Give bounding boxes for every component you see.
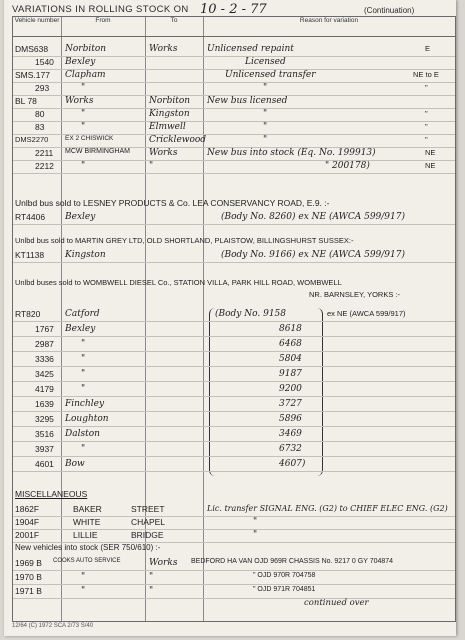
from-cell: "	[81, 384, 86, 394]
garage-note: NE to E	[413, 70, 439, 79]
table-row	[13, 571, 455, 585]
vehicle-number: 1639	[35, 399, 54, 409]
vehicle-number: 3937	[35, 444, 54, 454]
sale-heading-address: NR. BARNSLEY, YORKS :-	[309, 290, 401, 299]
vehicle-number: 80	[35, 109, 45, 119]
body-number: 9200	[279, 384, 302, 394]
body-number: 4607)	[279, 459, 306, 469]
vehicle-number: 1904F	[15, 517, 40, 527]
sale-heading: Unlbd bus sold to MARTIN GREY LTD, OLD SHORTLAND, PLAISTOW, BILLINGSHURST SUSSEX:-	[15, 236, 354, 245]
from-cell: Kingston	[65, 250, 106, 260]
table-row	[13, 413, 455, 427]
body-number: 5896	[279, 414, 302, 424]
vehicle-number: 2987	[35, 339, 54, 349]
to-cell: CHAPEL	[131, 517, 166, 527]
reason-cell: "	[263, 109, 268, 119]
to-cell: STREET	[131, 504, 165, 514]
garage-note: NE	[425, 161, 436, 170]
table-row	[13, 147, 455, 161]
reason-cell: " 200178)	[325, 161, 370, 171]
to-cell: "	[149, 572, 154, 582]
reason-cell: "	[253, 517, 258, 527]
reason-cell: "	[253, 530, 258, 540]
table-row	[13, 160, 455, 174]
sale-heading: Unlbd bus sold to LESNEY PRODUCTS & Co. LEA CONSERVANCY ROAD, E.9. :-	[15, 198, 330, 208]
to-cell: Works	[149, 558, 178, 568]
reason-cell: "	[263, 135, 268, 145]
new-stock-heading: New vehicles into stock (SER 750/610) :-	[15, 543, 161, 552]
vehicle-number: SMS.177	[15, 70, 50, 80]
vehicle-number: 1969 B	[15, 558, 42, 568]
table-row	[13, 95, 455, 109]
garage-note: "	[425, 122, 428, 131]
from-cell: "	[81, 339, 86, 349]
vehicle-number: 1540	[35, 57, 54, 67]
table-row	[13, 557, 455, 571]
reason-cell: New bus licensed	[207, 96, 288, 106]
reason-cell: "	[263, 83, 268, 93]
reason-cell: Lic. transfer SIGNAL ENG. (G2) to CHIEF ELEC ENG. (G2)	[207, 504, 448, 513]
vehicle-number: RT4406	[15, 212, 46, 222]
sheet-title: VARIATIONS IN ROLLING STOCK ON	[12, 4, 189, 15]
garage-note: "	[425, 83, 428, 92]
from-cell: Norbiton	[65, 44, 107, 54]
from-cell: Loughton	[65, 414, 109, 424]
to-cell: Works	[149, 148, 178, 158]
garage-note: "	[425, 135, 428, 144]
vehicle-number: 3425	[35, 369, 54, 379]
from-cell: "	[81, 109, 86, 119]
to-cell: "	[149, 161, 154, 171]
continued-over-note: continued over	[304, 598, 369, 608]
table-row	[13, 56, 455, 70]
body-number: 9187	[279, 369, 302, 379]
vehicle-number: KT1138	[15, 250, 45, 260]
from-cell: Catford	[65, 309, 100, 319]
to-cell: "	[149, 586, 154, 596]
table-row	[13, 121, 455, 135]
table-row	[13, 368, 455, 382]
table-row	[13, 383, 455, 397]
vehicle-number: 1862F	[15, 504, 40, 514]
table-row	[13, 529, 455, 543]
from-cell: BAKER	[73, 504, 102, 514]
ledger-grid	[12, 16, 456, 622]
from-cell: MCW BIRMINGHAM	[65, 148, 130, 155]
from-cell: COOKS AUTO SERVICE	[53, 558, 121, 564]
vehicle-number: 3516	[35, 429, 54, 439]
garage-note: "	[425, 109, 428, 118]
body-number: (Body No. 9158	[215, 309, 287, 319]
reason-cell: New bus into stock (Eq. No. 199913)	[207, 148, 376, 158]
vehicle-number: RT820	[15, 309, 41, 319]
garage-note: E	[425, 44, 431, 53]
table-row	[13, 458, 455, 472]
garage-note: NE	[425, 148, 436, 157]
from-cell: EX 2 CHISWICK	[65, 135, 114, 142]
sheet-date: 10 - 2 - 77	[200, 2, 267, 17]
table-row	[13, 503, 455, 517]
continuation-label: (Continuation)	[364, 6, 415, 15]
reason-note: ex NE (AWCA 599/917)	[327, 309, 406, 318]
vehicle-number: 1767	[35, 324, 54, 334]
from-cell: Bow	[65, 459, 85, 469]
table-row	[13, 428, 455, 442]
from-cell: LILLIE	[73, 530, 98, 540]
column-header-from: From	[61, 17, 145, 37]
table-row	[13, 249, 455, 263]
reason-cell: BEDFORD HA VAN OJD 969R CHASSIS No. 9217 0 GY 704874	[191, 558, 394, 565]
table-row	[13, 43, 455, 57]
vehicle-number: 1970 B	[15, 572, 42, 582]
sale-heading: Unlbd buses sold to WOMBWELL DIESEL Co., STATION VILLA, PARK HILL ROAD, WOMBWELL	[15, 278, 342, 287]
table-row	[13, 585, 455, 599]
vehicle-number: DMS2270	[15, 135, 49, 144]
table-row	[13, 516, 455, 530]
from-cell: WHITE	[73, 517, 101, 527]
vehicle-number: 1971 B	[15, 586, 42, 596]
vehicle-number: 4179	[35, 384, 54, 394]
vehicle-number: DMS638	[15, 44, 49, 54]
from-cell: "	[81, 354, 86, 364]
to-cell: BRIDGE	[131, 530, 164, 540]
reason-cell: (Body No. 9166) ex NE (AWCA 599/917)	[221, 250, 405, 260]
vehicle-number: 2212	[35, 161, 54, 171]
reason-cell: (Body No. 8260) ex NE (AWCA 599/917)	[221, 212, 405, 222]
to-cell: Works	[149, 44, 178, 54]
table-row	[13, 443, 455, 457]
section-title-miscellaneous: MISCELLANEOUS	[15, 489, 88, 499]
reason-cell: Unlicensed transfer	[225, 70, 316, 80]
table-row	[13, 338, 455, 352]
body-number: 6732	[279, 444, 302, 454]
column-header-vehicle: Vehicle number	[13, 17, 61, 37]
column-header-to: To	[145, 17, 203, 37]
form-reference: 12/64 (C) 1972 SCA 2/73 S/40	[12, 623, 94, 629]
to-cell: Norbiton	[149, 96, 191, 106]
vehicle-number: 4601	[35, 459, 54, 469]
table-row	[13, 323, 455, 337]
from-cell: "	[81, 161, 86, 171]
table-row	[13, 134, 455, 148]
table-row	[13, 69, 455, 83]
from-cell: Finchley	[65, 399, 105, 409]
table-row	[13, 353, 455, 367]
from-cell: Works	[65, 96, 94, 106]
vehicle-number: 293	[35, 83, 50, 93]
record-sheet	[4, 0, 456, 636]
table-row	[13, 82, 455, 96]
reason-cell: " OJD 971R 704851	[253, 586, 316, 593]
to-cell: Kingston	[149, 109, 190, 119]
table-row	[13, 398, 455, 412]
reason-cell: " OJD 970R 704758	[253, 572, 316, 579]
table-row	[13, 108, 455, 122]
from-cell: "	[81, 83, 86, 93]
table-row	[13, 308, 455, 322]
vehicle-number: BL 78	[15, 96, 37, 106]
from-cell: "	[81, 572, 86, 582]
to-cell: Cricklewood	[149, 135, 207, 145]
to-cell: Elmwell	[149, 122, 186, 132]
vehicle-number: 2001F	[15, 530, 40, 540]
reason-cell: Unlicensed repaint	[207, 44, 294, 54]
vehicle-number: 83	[35, 122, 45, 132]
from-cell: Dalston	[65, 429, 100, 439]
from-cell: Bexley	[65, 324, 96, 334]
vehicle-number: 3295	[35, 414, 54, 424]
vehicle-number: 3336	[35, 354, 54, 364]
vehicle-number: 2211	[35, 148, 54, 158]
body-number: 6468	[279, 339, 302, 349]
reason-cell: "	[263, 122, 268, 132]
body-number: 3469	[279, 429, 302, 439]
from-cell: Bexley	[65, 212, 96, 222]
body-number: 5804	[279, 354, 302, 364]
table-row	[13, 211, 455, 225]
body-number: 8618	[279, 324, 302, 334]
from-cell: Bexley	[65, 57, 96, 67]
reason-cell: Licensed	[245, 57, 286, 67]
column-header-reason: Reason for variation	[203, 17, 455, 37]
from-cell: Clapham	[65, 70, 106, 80]
from-cell: "	[81, 122, 86, 132]
from-cell: "	[81, 369, 86, 379]
from-cell: "	[81, 586, 86, 596]
from-cell: "	[81, 444, 86, 454]
body-number: 3727	[279, 399, 302, 409]
